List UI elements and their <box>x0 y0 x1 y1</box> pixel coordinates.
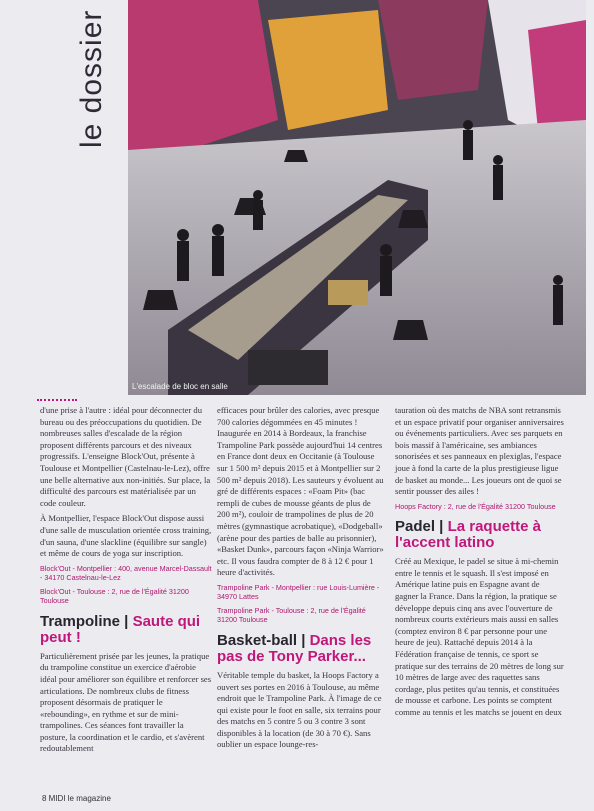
col3-paragraph: tauration où des matchs de NBA sont retransmis et un espace privatif pour organiser anniversaires ou événements particuliers. Avec ses parquets en bois massif à l'américaine, ses ambiances sonorisées et ses panneaux en plexiglas, l'espace joue à fond la carte de la plus prestigieuse ligue de basket au monde... Les joueurs ont de quoi se sentir pousser des ailes ! <box>395 405 564 497</box>
section-title-text: le dossier <box>75 9 108 148</box>
address: Block'Out - Montpellier : 400, avenue Marcel-Dassault - 34170 Castelnau-le-Lez <box>40 563 212 583</box>
section-heading-basketball <box>217 633 385 665</box>
heading-tagline: Saute qui peut ! <box>40 612 201 646</box>
page-folio: 8 MIDI le magazine <box>42 794 111 803</box>
column-3 <box>395 405 565 723</box>
address: Trampoline Park - Montpellier : rue Louis-Lumière - 34970 Lattes <box>217 582 380 602</box>
heading-tagline: La raquette à l'accent latino <box>395 518 541 552</box>
col1-paragraph: À Montpellier, l'espace Block'Out dispose aussi d'une salle de musculation orientée cross training, d'un sauna, d'une slackline (équilibre sur sangle) et même de cours de yoga sur inscription. <box>40 513 212 559</box>
column-1 <box>40 405 212 759</box>
address: Block'Out - Toulouse : 2, rue de l'Égalité 31200 Toulouse <box>40 586 189 606</box>
address: Hoops Factory : 2, rue de l'Égalité 31200 Toulouse <box>395 501 556 511</box>
heading-topic: Trampoline | <box>40 612 129 630</box>
section-heading-padel <box>395 519 565 551</box>
column-2 <box>217 405 385 755</box>
col2-paragraph: efficaces pour brûler des calories, avec presque 700 calories dégommées en 45 minutes ! Inaugurée en 2014 à Bordeaux, la franchise Trampoline Park possède aujourd'hui 14 centres en France dont deux en Occitanie (à Toulouse sur 1 500 m² depuis 2015 et à Montpellier sur 2 500 m² depuis 2018). Les sauteurs y évoluent au gré de différents espaces : «Foam Pit» (bac rempli de cubes de mousse géants de plus de 200 m²), couloir de trampolines de plus de 20 mètres (gymnastique acrobatique), «Dodgeball» (arène pour des parties de balle au prisonnier), «Basket Dunk», parcours façon «Ninja Warrior» etc. Il vous faudra compter de 8 à 12 € pour 1 heure d'activités. <box>217 405 384 578</box>
heading-topic: Basket-ball | <box>217 631 306 649</box>
col1-paragraph: Particulièrement prisée par les jeunes, la pratique du trampoline constitue un exercice d'aérobie idéal pour améliorer son équilibre et renforcer ses articulations. De nombreux clubs de fitness proposent désormais de pratiquer le «rebounding», en rythme et sur de mini-trampolines. Ces séances font travailler la posture, la coordination et le cardio, et s'avèrent redoutablement <box>40 650 212 754</box>
section-heading-trampoline <box>40 614 212 646</box>
col1-paragraph: d'une prise à l'autre : idéal pour déconnecter du bureau ou des préoccupations du quotidien. De nombreuses salles d'escalade de la région proposent différents parcours et des niveaux progressifs. L'enseigne Block'Out, présente à Toulouse et Montpellier (Castelnau-le-Lez), offre une belle alternative aux non-initiés. Sur place, la difficulté des parcours est matérialisée par un code couleur. <box>40 405 211 508</box>
heading-tagline: Dans les pas de Tony Parker... <box>217 631 372 665</box>
heading-topic: Padel | <box>395 518 444 536</box>
photo-illustration <box>128 0 586 395</box>
climbing-gym-photo <box>128 0 586 395</box>
photo-caption: L'escalade de bloc en salle <box>132 382 228 391</box>
address: Trampoline Park - Toulouse : 2, rue de l'Égalité 31200 Toulouse <box>217 605 366 625</box>
col2-paragraph: Véritable temple du basket, la Hoops Factory a ouvert ses portes en 2016 à Toulouse, au même endroit que le Trampoline Park. À l'image de ce qui existe pour le foot en salle, six terrains pour des matchs en 5 contre 5 ou 3 contre 3 sont disponibles à la location (de 30 à 70 €). Sans oublier un espace lounge-res- <box>217 669 382 750</box>
col3-paragraph: Créé au Mexique, le padel se situe à mi-chemin entre le tennis et le squash. Il s'est imposé en Amérique latine puis en Espagne avant de gagner la France. Dans la région, la pratique se développe depuis cinq ans avec l'ouverture de nombreux courts extérieurs mais aussi en salles (comptez environ 8 € par personne pour une heure de jeu). Rattaché depuis 2014 à la Fédération française de tennis, ce sport se pratique sur des terrains de 20 mètres de long sur 10 mètres de large avec des raquettes sans cordage, plus petites qu'au tennis, et constituées de mousse et carbone. Les points se comptent comme au tennis et les matchs se jouent en deux <box>395 556 564 717</box>
section-title <box>30 0 108 190</box>
